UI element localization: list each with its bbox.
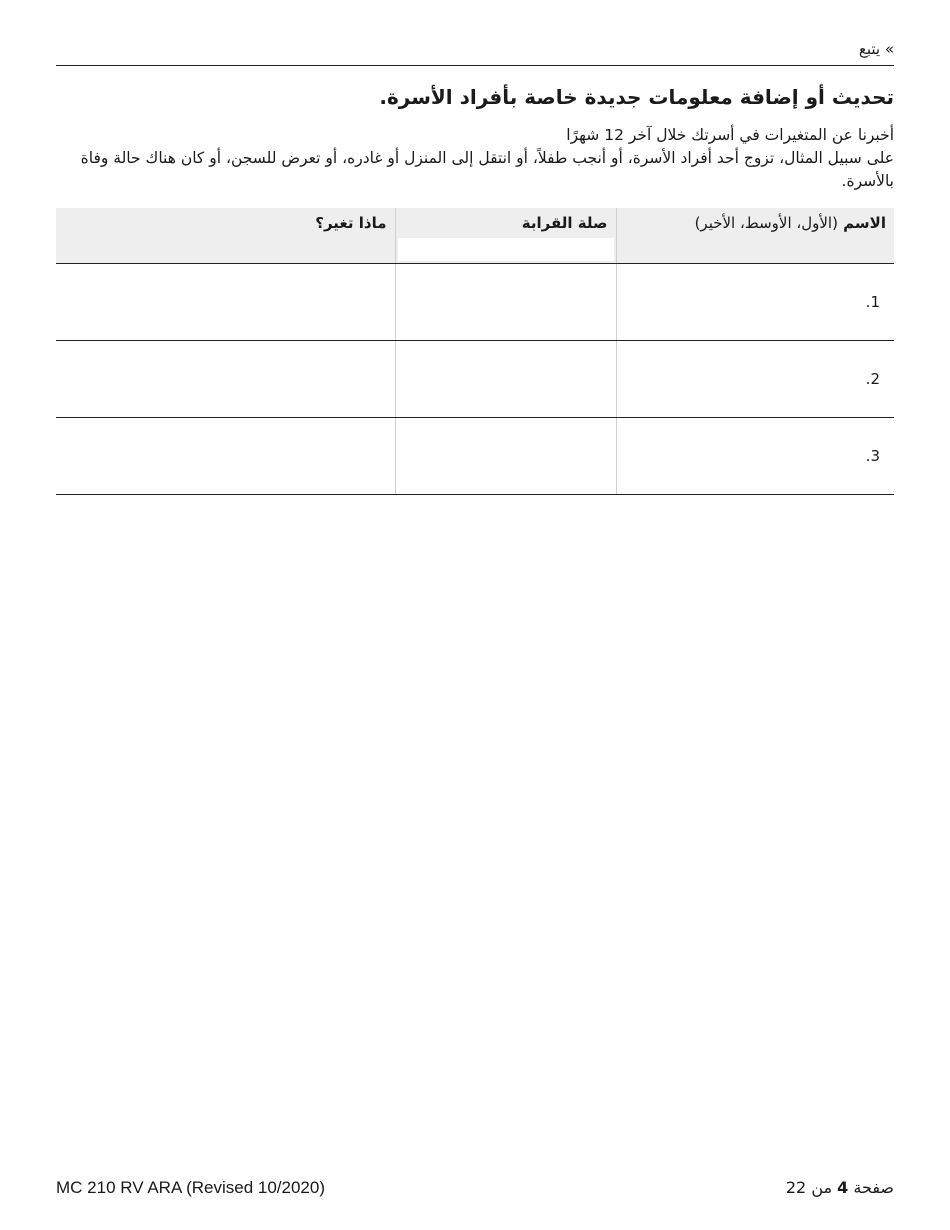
table-header-row bbox=[56, 208, 894, 263]
form-id: MC 210 RV ARA (Revised 10/2020) bbox=[56, 1178, 325, 1197]
header-name bbox=[616, 208, 894, 263]
row-1-change-field[interactable] bbox=[56, 263, 395, 340]
row-number: 1. bbox=[865, 292, 880, 311]
page-total: 22 bbox=[785, 1178, 807, 1197]
header-name-hint: (الأول، الأوسط، الأخير) bbox=[694, 214, 838, 232]
page-word: صفحة bbox=[853, 1178, 894, 1197]
row-1-name-field[interactable] bbox=[616, 263, 894, 340]
row-3-change-field[interactable] bbox=[56, 417, 395, 494]
row-2-relationship-field[interactable] bbox=[395, 340, 616, 417]
section-title: تحديث أو إضافة معلومات جديدة خاصة بأفراد الأسرة. bbox=[379, 85, 894, 109]
of-word: من bbox=[811, 1178, 833, 1197]
continued-label: » يتبع bbox=[858, 40, 894, 58]
table-row bbox=[56, 417, 894, 494]
row-2-name-field[interactable] bbox=[616, 340, 894, 417]
household-members-table bbox=[56, 208, 894, 495]
header-relationship-field[interactable] bbox=[398, 238, 614, 261]
section-intro bbox=[56, 124, 894, 193]
header-divider bbox=[56, 65, 894, 66]
table-row bbox=[56, 340, 894, 417]
row-3-name-field[interactable] bbox=[616, 417, 894, 494]
header-change-label: ماذا تغير؟ bbox=[315, 214, 387, 232]
row-2-change-field[interactable] bbox=[56, 340, 395, 417]
intro-line-1: أخبرنا عن المتغيرات في أسرتك خلال آخر 12 شهرًا bbox=[566, 126, 894, 144]
page-indicator bbox=[786, 1178, 894, 1197]
row-1-relationship-field[interactable] bbox=[395, 263, 616, 340]
header-change bbox=[56, 208, 395, 263]
header-name-label: الاسم bbox=[843, 214, 886, 232]
row-number: 3. bbox=[865, 446, 880, 465]
row-number: 2. bbox=[865, 369, 880, 388]
page-number: 4 bbox=[837, 1178, 849, 1197]
row-3-relationship-field[interactable] bbox=[395, 417, 616, 494]
table-row bbox=[56, 263, 894, 340]
header-relationship bbox=[395, 208, 616, 263]
header-relationship-label: صلة القرابة bbox=[521, 214, 608, 232]
intro-line-2: على سبيل المثال، تزوج أحد أفراد الأسرة، أو أنجب طفلاً، أو انتقل إلى المنزل أو غادره، أو تعرض للسجن، أو كان هناك حالة وفاة بالأسرة. bbox=[80, 149, 894, 190]
